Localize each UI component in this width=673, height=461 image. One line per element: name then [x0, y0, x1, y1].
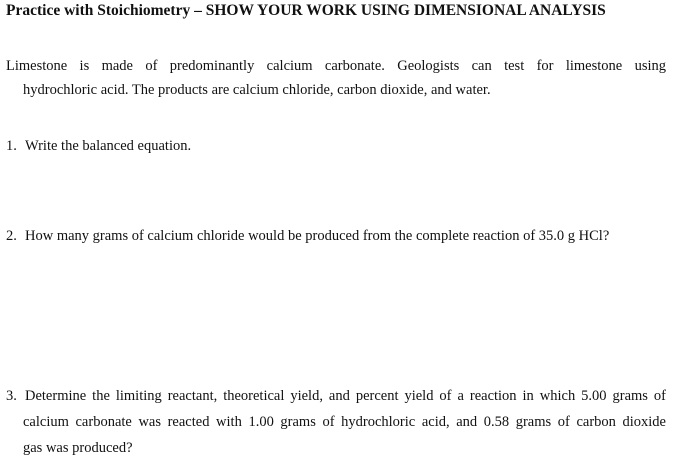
intro-paragraph-line-2: hydrochloric acid. The products are calcium chloride, carbon dioxide, and water. [23, 82, 491, 98]
worksheet-title: Practice with Stoichiometry – SHOW YOUR WORK USING DIMENSIONAL ANALYSIS [6, 2, 606, 19]
question-1-number: 1. [6, 138, 17, 154]
question-3-text-line-2: calcium carbonate was reacted with 1.00 grams of hydrochloric acid, and 0.58 grams of carbon dioxide [23, 414, 666, 430]
intro-paragraph-line-1: Limestone is made of predominantly calcium carbonate. Geologists can test for limestone using [6, 58, 666, 74]
question-2-text: How many grams of calcium chloride would be produced from the complete reaction of 35.0 g HCl? [25, 228, 610, 244]
question-3-text-line-1: Determine the limiting reactant, theoretical yield, and percent yield of a reaction in which 5.00 grams of [25, 388, 666, 404]
question-3-number: 3. [6, 388, 17, 404]
question-3-text-line-3: gas was produced? [23, 440, 133, 456]
question-1-text: Write the balanced equation. [25, 138, 192, 154]
question-2-number: 2. [6, 228, 17, 244]
